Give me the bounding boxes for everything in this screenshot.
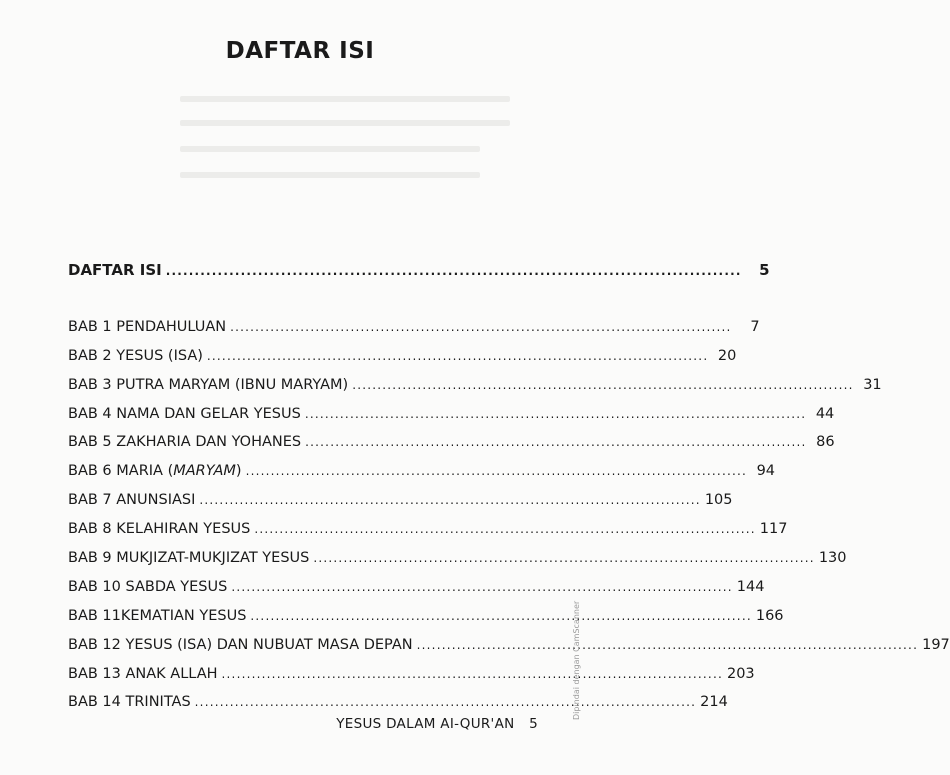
chapter-title-text: BAB 10 SABDA YESUS [68, 578, 228, 595]
toc-chapter-row [68, 521, 788, 550]
chapter-title-italic: MARYAM [173, 463, 236, 480]
chapter-page-number: 166 [755, 607, 784, 624]
dot-leader: .................................................................................................... [206, 348, 709, 363]
toc-chapter-row [68, 607, 784, 637]
chapter-page-number: 86 [816, 434, 835, 451]
footer-running-title: YESUS DALAM AI-QUR'AN [336, 716, 515, 732]
chapter-page-number: 144 [736, 578, 765, 595]
chapter-title-text: BAB 6 MARIA ( [68, 463, 174, 480]
footer-page-number: 5 [529, 716, 538, 732]
toc-chapter-row [68, 665, 755, 695]
dot-leader: .................................................................................................... [231, 579, 733, 594]
dot-leader: .................................................................................................... [165, 264, 742, 278]
chapter-page-number: 105 [704, 492, 733, 509]
chapter-title [68, 637, 413, 653]
dot-leader: .................................................................................................... [230, 319, 732, 334]
chapter-title [68, 666, 218, 682]
toc-chapter-row [68, 492, 733, 521]
bleed-through-line [180, 146, 480, 152]
chapter-title-text: BAB 5 ZAKHARIA DAN YOHANES [68, 434, 302, 451]
toc-chapter-row [68, 578, 765, 608]
toc-chapter-row [68, 463, 776, 492]
chapter-title [68, 348, 203, 364]
chapter-title [68, 492, 195, 508]
toc-entry-label: DAFTAR ISI [68, 261, 162, 279]
chapter-title [68, 694, 191, 710]
toc-chapter-row [68, 636, 950, 666]
chapter-title [68, 550, 309, 566]
toc-chapter-row [68, 434, 835, 463]
dot-leader: .................................................................................................... [305, 435, 807, 450]
chapter-title [68, 377, 348, 393]
chapter-title-text: BAB 12 YESUS (ISA) DAN NUBUAT MASA DEPAN [68, 636, 413, 653]
chapter-page-number: 44 [815, 405, 835, 422]
scanner-watermark: Dipindai dengan CamScanner [572, 600, 581, 720]
dot-leader: .................................................................................................... [194, 695, 697, 710]
chapter-title-suffix: ) [235, 463, 242, 480]
toc-chapter-row [68, 318, 760, 348]
chapter-title [68, 579, 227, 595]
dot-leader: .................................................................................................... [245, 464, 748, 479]
chapter-title-text: BAB 13 ANAK ALLAH [68, 665, 218, 682]
chapter-page-number: 130 [818, 550, 847, 567]
dot-leader: .................................................................................................... [416, 637, 919, 652]
chapter-page-number: 94 [756, 463, 776, 480]
chapter-page-number: 20 [717, 347, 737, 364]
dot-leader: .................................................................................................... [250, 608, 752, 623]
chapter-title [68, 463, 242, 479]
dot-leader: .................................................................................................... [304, 406, 807, 421]
chapter-title [68, 319, 226, 335]
chapter-page-number: 214 [700, 694, 728, 711]
chapter-title-text: BAB 3 PUTRA MARYAM (IBNU MARYAM) [68, 376, 349, 393]
chapter-title [68, 434, 301, 450]
chapter-title-text: BAB 14 TRINITAS [68, 694, 191, 711]
dot-leader: .................................................................................................... [254, 522, 756, 537]
chapter-page-number: 117 [759, 521, 788, 538]
chapter-page-number: 7 [750, 318, 760, 335]
toc-entry-page: 5 [759, 261, 770, 279]
toc-main-entry [68, 261, 770, 290]
chapter-title-text: BAB 8 KELAHIRAN YESUS [68, 521, 251, 538]
toc-chapter-row [68, 405, 835, 435]
chapter-title [68, 521, 250, 537]
running-footer [336, 716, 538, 732]
dot-leader: .................................................................................................... [352, 377, 854, 392]
chapter-title-text: BAB 2 YESUS (ISA) [68, 347, 203, 364]
bleed-through-line [180, 96, 510, 102]
chapter-page-number: 31 [863, 376, 882, 393]
toc-chapter-row [68, 347, 737, 377]
bleed-through-line [180, 120, 510, 126]
page-title: DAFTAR ISI [225, 38, 375, 64]
dot-leader: .................................................................................................... [199, 493, 701, 508]
chapter-title-text: BAB 1 PENDAHULUAN [68, 318, 227, 335]
chapter-title [68, 406, 301, 422]
toc-chapter-row [68, 550, 847, 579]
bleed-through-line [180, 172, 480, 178]
chapter-page-number: 197 [922, 636, 950, 653]
chapter-page-number: 203 [726, 665, 755, 682]
chapter-title-text: BAB 9 MUKJIZAT-MUKJIZAT YESUS [68, 550, 310, 567]
chapter-title [68, 608, 246, 624]
dot-leader: .................................................................................................... [313, 551, 815, 566]
chapter-title-text: BAB 4 NAMA DAN GELAR YESUS [68, 405, 301, 422]
toc-chapter-row [68, 376, 882, 406]
chapter-title-text: BAB 11KEMATIAN YESUS [68, 607, 247, 624]
chapter-title-text: BAB 7 ANUNSIASI [68, 492, 196, 509]
dot-leader: .................................................................................................... [221, 666, 723, 681]
